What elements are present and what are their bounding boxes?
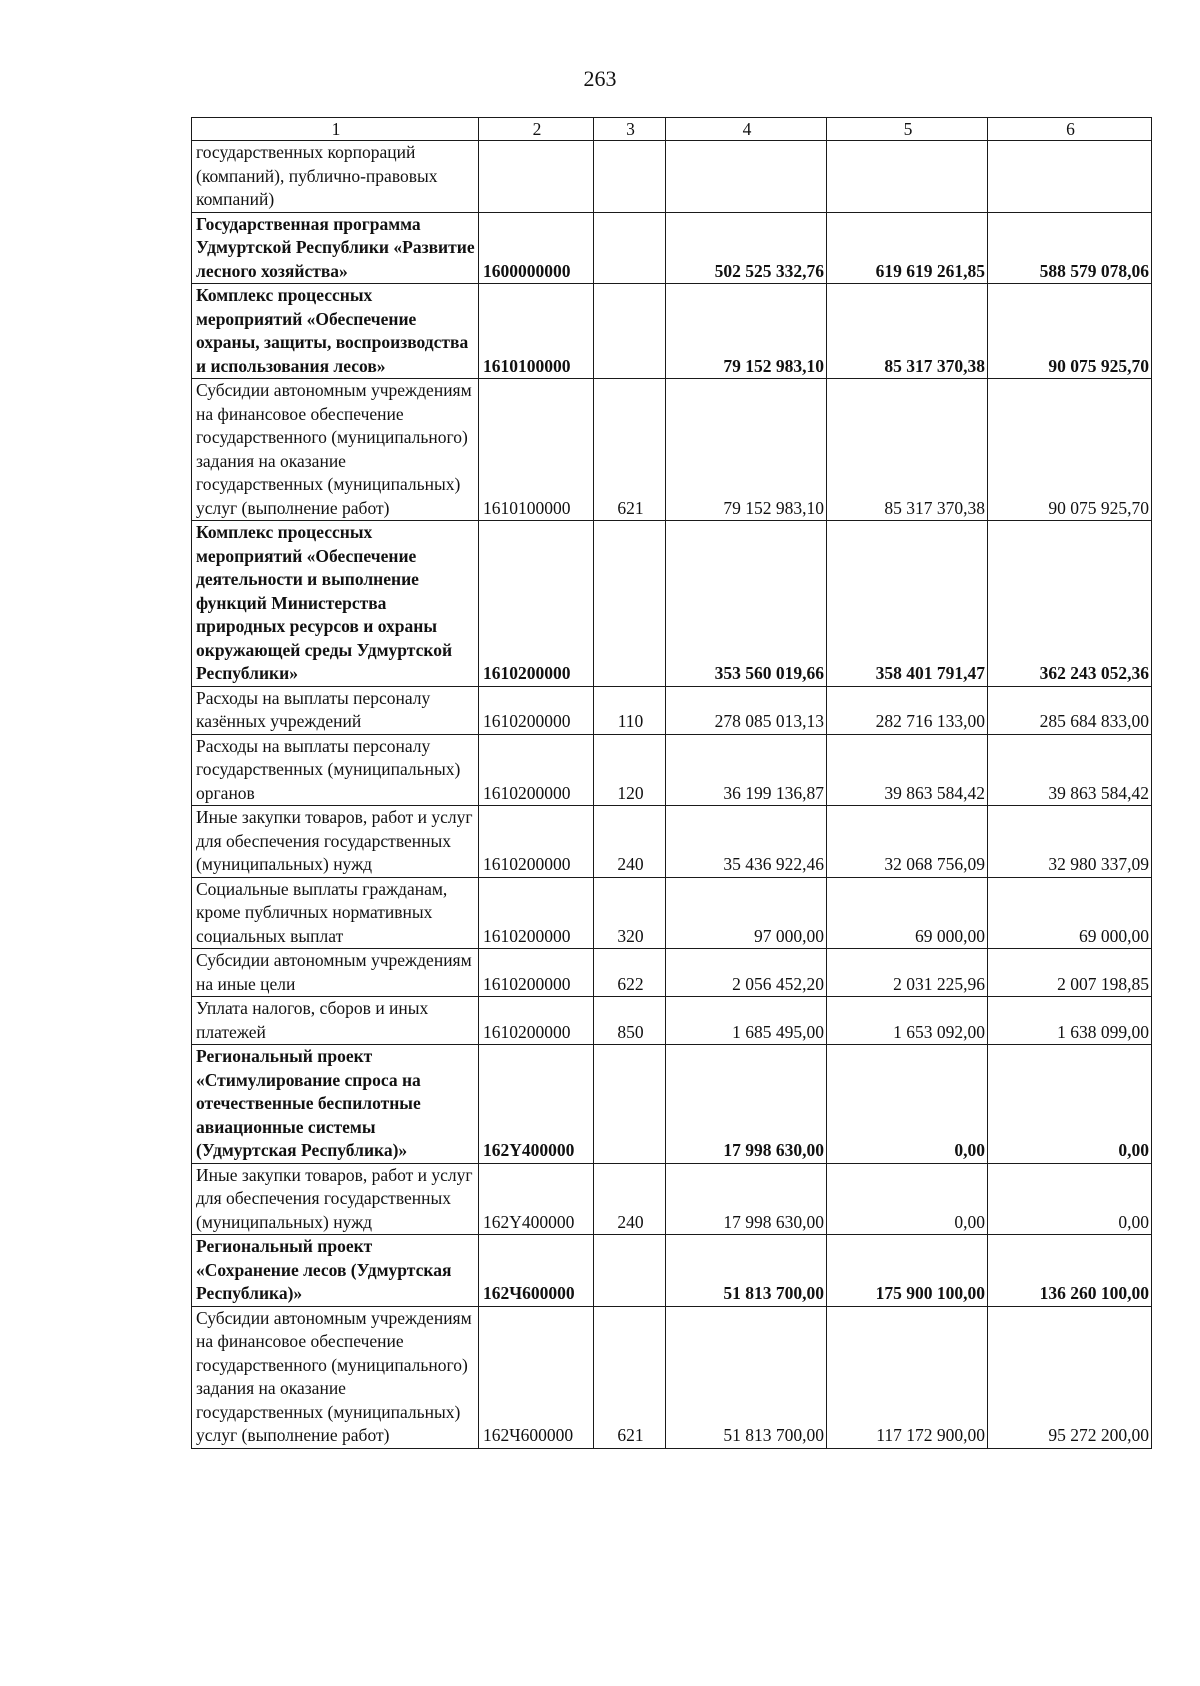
table-row — [192, 1163, 1152, 1235]
row-name: Субсидии автономным учреждениям на иные цели — [192, 949, 479, 997]
row-target-code: 1610200000 — [479, 806, 594, 878]
row-amount-col6: 69 000,00 — [988, 877, 1152, 949]
row-amount-col6: 0,00 — [988, 1163, 1152, 1235]
table-row — [192, 997, 1152, 1045]
row-amount-col5: 32 068 756,09 — [827, 806, 988, 878]
row-amount-col4: 2 056 452,20 — [666, 949, 827, 997]
row-amount-col5: 282 716 133,00 — [827, 686, 988, 734]
row-name: Уплата налогов, сборов и иных платежей — [192, 997, 479, 1045]
row-amount-col4: 79 152 983,10 — [666, 379, 827, 521]
row-amount-col4: 1 685 495,00 — [666, 997, 827, 1045]
row-name: Региональный проект «Сохранение лесов (Удмуртская Республика)» — [192, 1235, 479, 1307]
row-amount-col6: 90 075 925,70 — [988, 284, 1152, 379]
table-row — [192, 734, 1152, 806]
row-amount-col4: 502 525 332,76 — [666, 212, 827, 284]
table-row — [192, 877, 1152, 949]
table-row — [192, 1306, 1152, 1448]
row-target-code: 162Ч600000 — [479, 1235, 594, 1307]
row-target-code: 1610200000 — [479, 734, 594, 806]
row-amount-col5: 358 401 791,47 — [827, 521, 988, 687]
row-name: Государственная программа Удмуртской Республики «Развитие лесного хозяйства» — [192, 212, 479, 284]
row-amount-col4: 35 436 922,46 — [666, 806, 827, 878]
row-expense-type: 240 — [594, 1163, 666, 1235]
row-expense-type: 622 — [594, 949, 666, 997]
row-name: Иные закупки товаров, работ и услуг для обеспечения государственных (муниципальных) нужд — [192, 806, 479, 878]
table-row — [192, 686, 1152, 734]
row-expense-type — [594, 212, 666, 284]
row-amount-col6: 2 007 198,85 — [988, 949, 1152, 997]
row-amount-col6: 136 260 100,00 — [988, 1235, 1152, 1307]
row-amount-col4 — [666, 141, 827, 213]
row-expense-type: 621 — [594, 1306, 666, 1448]
column-header-4: 4 — [666, 118, 827, 141]
row-amount-col6: 39 863 584,42 — [988, 734, 1152, 806]
column-header-1: 1 — [192, 118, 479, 141]
column-header-2: 2 — [479, 118, 594, 141]
table-row — [192, 806, 1152, 878]
row-expense-type: 120 — [594, 734, 666, 806]
row-name: Социальные выплаты гражданам, кроме публичных нормативных социальных выплат — [192, 877, 479, 949]
row-expense-type — [594, 1235, 666, 1307]
row-expense-type: 621 — [594, 379, 666, 521]
table-row — [192, 521, 1152, 687]
row-target-code: 1610200000 — [479, 877, 594, 949]
table-row — [192, 949, 1152, 997]
row-target-code: 1610100000 — [479, 284, 594, 379]
row-name: государственных корпораций (компаний), публично-правовых компаний) — [192, 141, 479, 213]
row-amount-col5: 0,00 — [827, 1045, 988, 1164]
row-target-code: 162Y400000 — [479, 1163, 594, 1235]
row-amount-col6: 285 684 833,00 — [988, 686, 1152, 734]
row-amount-col4: 278 085 013,13 — [666, 686, 827, 734]
row-target-code: 162Ч600000 — [479, 1306, 594, 1448]
row-amount-col5: 85 317 370,38 — [827, 379, 988, 521]
row-expense-type: 110 — [594, 686, 666, 734]
row-name: Комплекс процессных мероприятий «Обеспечение охраны, защиты, воспроизводства и использования лесов» — [192, 284, 479, 379]
row-amount-col6 — [988, 141, 1152, 213]
column-header-3: 3 — [594, 118, 666, 141]
row-expense-type — [594, 521, 666, 687]
table-row — [192, 379, 1152, 521]
row-expense-type: 850 — [594, 997, 666, 1045]
row-amount-col6: 588 579 078,06 — [988, 212, 1152, 284]
row-amount-col5: 2 031 225,96 — [827, 949, 988, 997]
row-target-code — [479, 141, 594, 213]
page-number: 263 — [583, 66, 617, 91]
row-amount-col6: 95 272 200,00 — [988, 1306, 1152, 1448]
row-amount-col6: 362 243 052,36 — [988, 521, 1152, 687]
row-amount-col5: 117 172 900,00 — [827, 1306, 988, 1448]
row-amount-col5: 39 863 584,42 — [827, 734, 988, 806]
row-amount-col4: 97 000,00 — [666, 877, 827, 949]
row-amount-col5: 619 619 261,85 — [827, 212, 988, 284]
row-amount-col6: 32 980 337,09 — [988, 806, 1152, 878]
row-amount-col5: 175 900 100,00 — [827, 1235, 988, 1307]
table-row — [192, 212, 1152, 284]
row-name: Расходы на выплаты персоналу казённых учреждений — [192, 686, 479, 734]
table-row — [192, 1235, 1152, 1307]
column-number-row — [192, 118, 1152, 141]
column-header-5: 5 — [827, 118, 988, 141]
budget-table — [191, 117, 1152, 1449]
row-amount-col4: 51 813 700,00 — [666, 1306, 827, 1448]
row-amount-col4: 51 813 700,00 — [666, 1235, 827, 1307]
row-amount-col4: 36 199 136,87 — [666, 734, 827, 806]
row-amount-col5 — [827, 141, 988, 213]
table-body — [192, 141, 1152, 1449]
row-expense-type — [594, 1045, 666, 1164]
row-expense-type: 240 — [594, 806, 666, 878]
row-target-code: 1600000000 — [479, 212, 594, 284]
row-amount-col5: 85 317 370,38 — [827, 284, 988, 379]
table-row — [192, 141, 1152, 213]
table-row — [192, 284, 1152, 379]
table-row — [192, 1045, 1152, 1164]
row-amount-col6: 1 638 099,00 — [988, 997, 1152, 1045]
row-amount-col5: 69 000,00 — [827, 877, 988, 949]
column-header-6: 6 — [988, 118, 1152, 141]
row-name: Расходы на выплаты персоналу государственных (муниципальных) органов — [192, 734, 479, 806]
row-target-code: 162Y400000 — [479, 1045, 594, 1164]
row-name: Комплекс процессных мероприятий «Обеспечение деятельности и выполнение функций Министерства природных ресурсов и охраны окружающей среды Удмуртской Республики» — [192, 521, 479, 687]
row-expense-type: 320 — [594, 877, 666, 949]
row-target-code: 1610200000 — [479, 949, 594, 997]
row-target-code: 1610200000 — [479, 686, 594, 734]
row-target-code: 1610200000 — [479, 997, 594, 1045]
row-expense-type — [594, 284, 666, 379]
row-amount-col6: 90 075 925,70 — [988, 379, 1152, 521]
row-amount-col4: 353 560 019,66 — [666, 521, 827, 687]
row-amount-col4: 17 998 630,00 — [666, 1163, 827, 1235]
row-name: Субсидии автономным учреждениям на финансовое обеспечение государственного (муниципального) задания на оказание государственных (муниципальных) услуг (выполнение работ) — [192, 379, 479, 521]
row-name: Региональный проект «Стимулирование спроса на отечественные беспилотные авиационные системы (Удмуртская Республика)» — [192, 1045, 479, 1164]
row-amount-col4: 17 998 630,00 — [666, 1045, 827, 1164]
row-amount-col4: 79 152 983,10 — [666, 284, 827, 379]
row-expense-type — [594, 141, 666, 213]
row-name: Иные закупки товаров, работ и услуг для обеспечения государственных (муниципальных) нужд — [192, 1163, 479, 1235]
row-amount-col6: 0,00 — [988, 1045, 1152, 1164]
row-target-code: 1610100000 — [479, 379, 594, 521]
row-amount-col5: 0,00 — [827, 1163, 988, 1235]
row-target-code: 1610200000 — [479, 521, 594, 687]
row-amount-col5: 1 653 092,00 — [827, 997, 988, 1045]
row-name: Субсидии автономным учреждениям на финансовое обеспечение государственного (муниципального) задания на оказание государственных (муниципальных) услуг (выполнение работ) — [192, 1306, 479, 1448]
